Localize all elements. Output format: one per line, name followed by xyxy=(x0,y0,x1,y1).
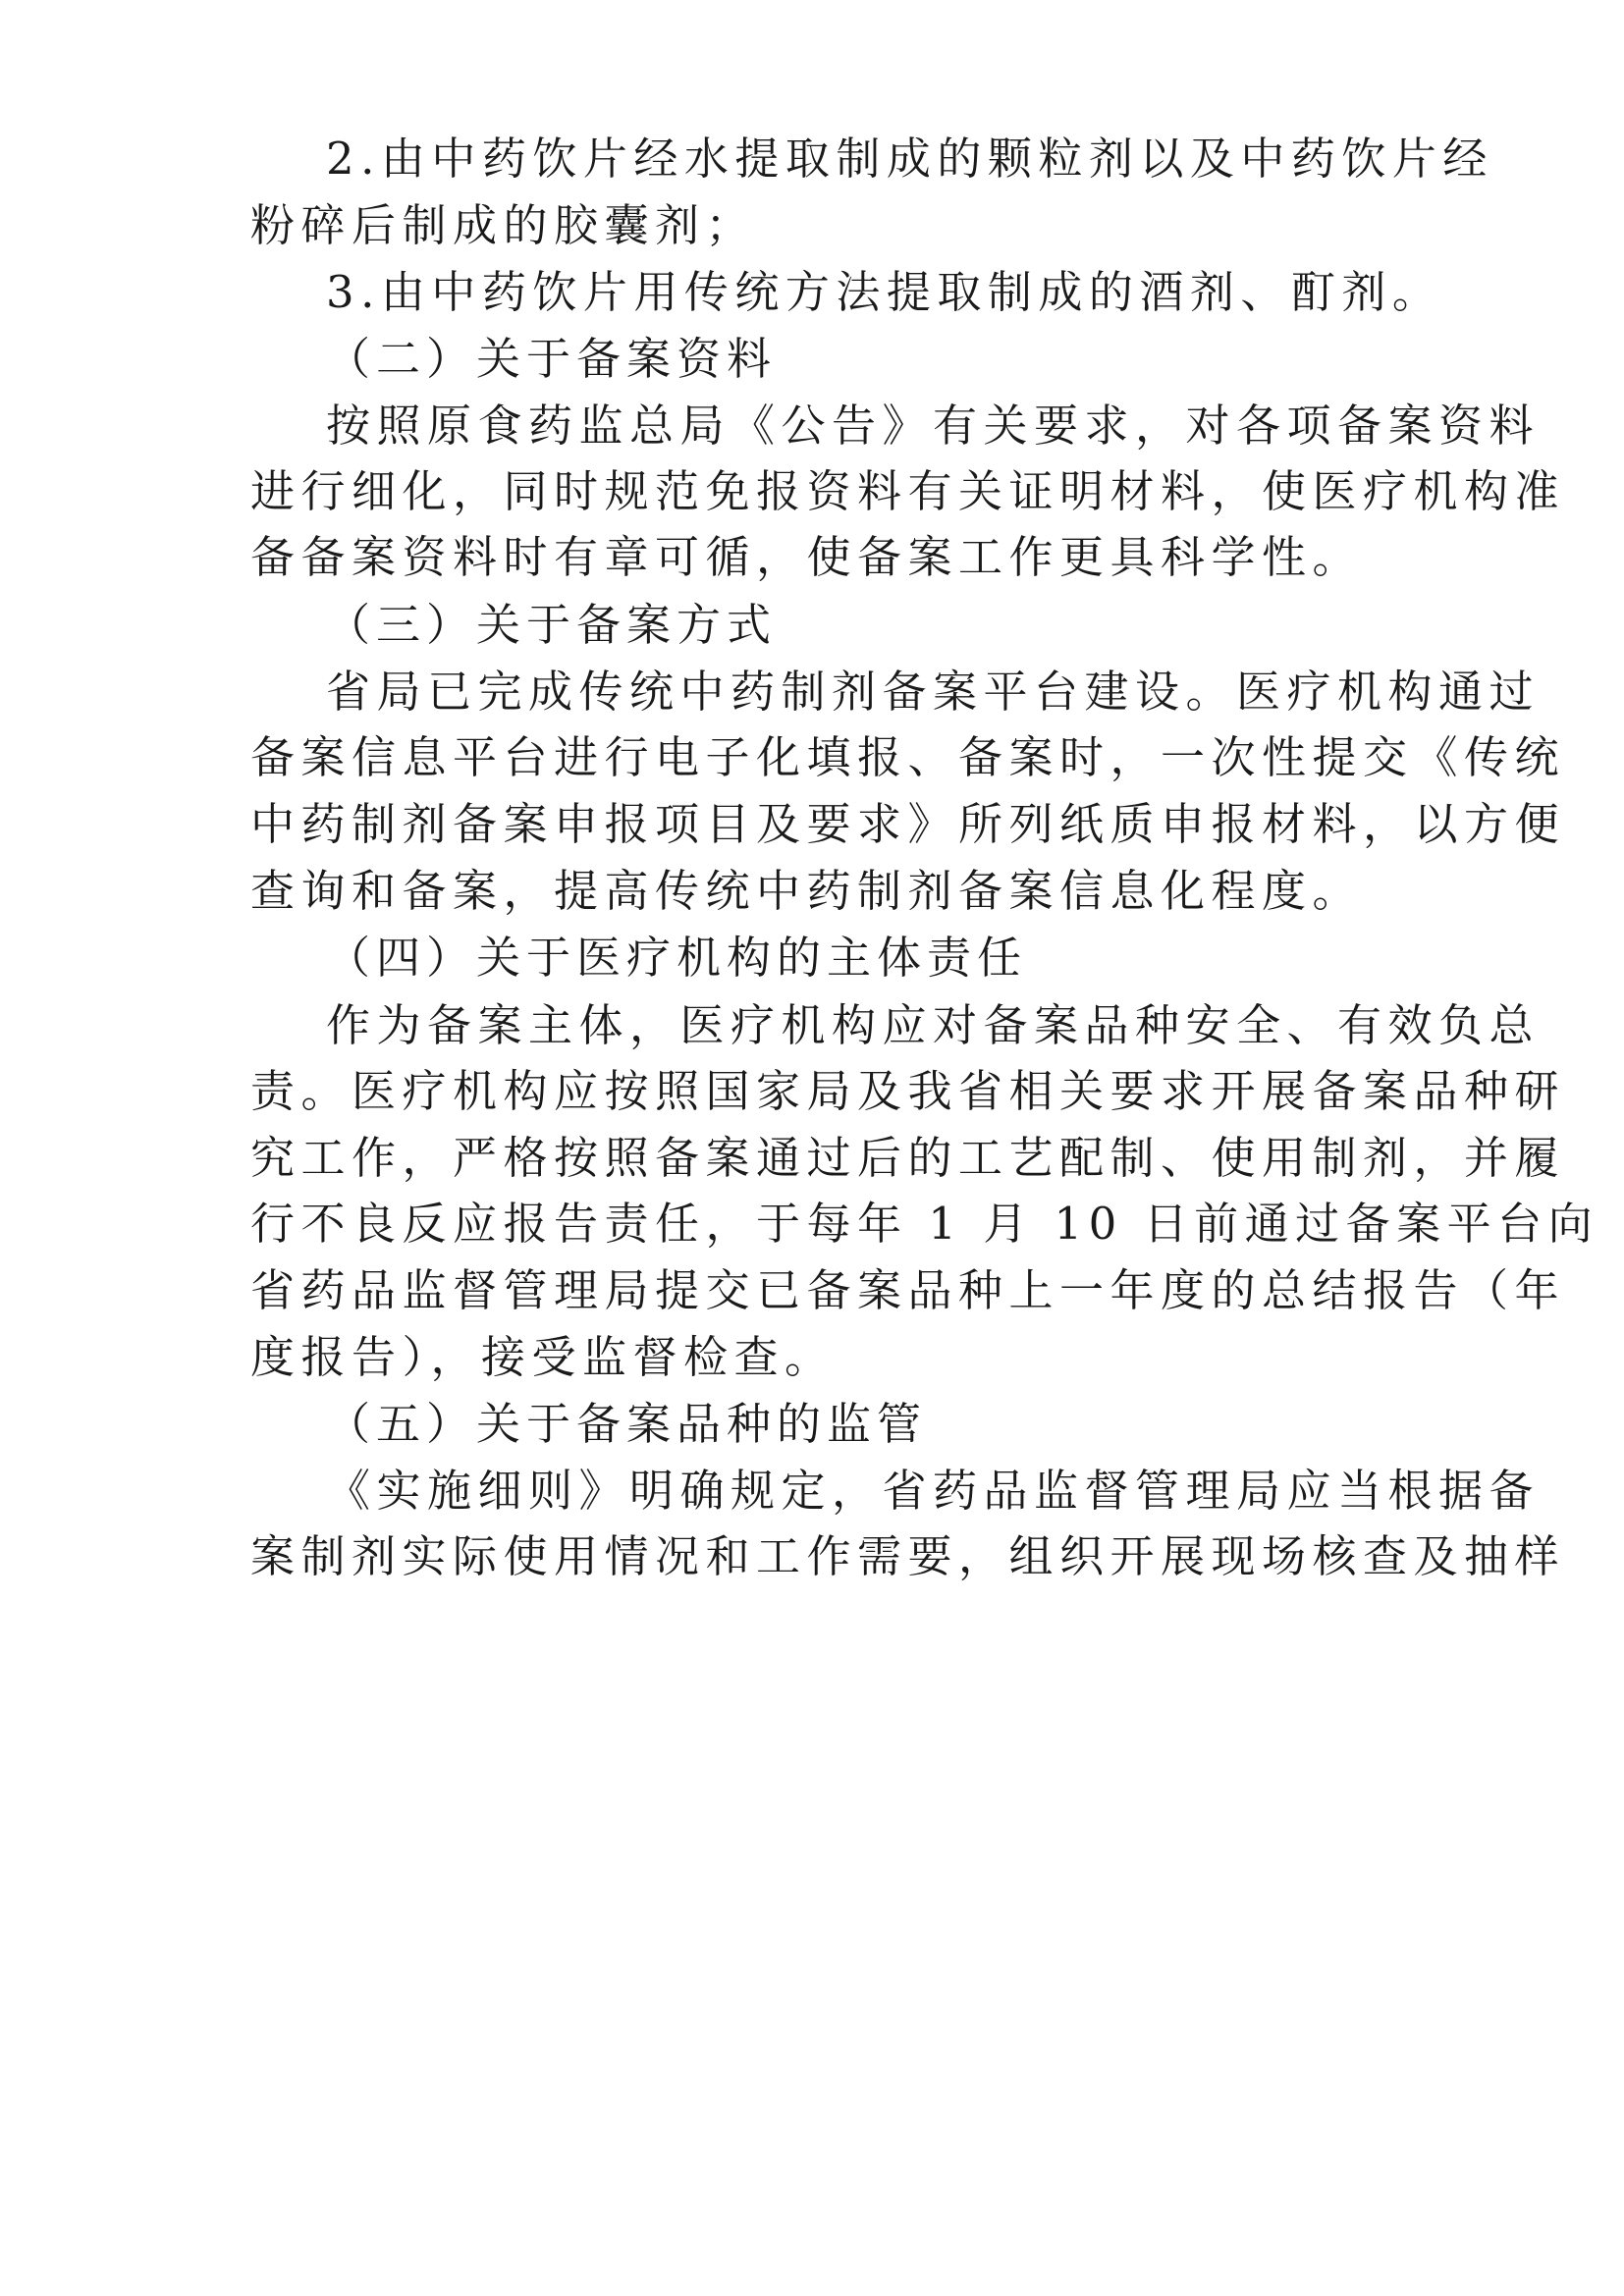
paragraph-line: 度报告），接受监督检查。 xyxy=(250,1331,836,1383)
paragraph-line: 2.由中药饮片经水提取制成的颗粒剂以及中药饮片经 xyxy=(326,133,1493,185)
paragraph-line: 案制剂实际使用情况和工作需要，组织开展现场核查及抽样 xyxy=(250,1530,1566,1582)
paragraph-line: 省局已完成传统中药制剂备案平台建设。医疗机构通过 xyxy=(326,666,1541,718)
paragraph-line: 责。医疗机构应按照国家局及我省相关要求开展备案品种研 xyxy=(250,1065,1566,1117)
paragraph-line: 中药制剂备案申报项目及要求》所列纸质申报材料，以方便 xyxy=(250,798,1566,850)
paragraph-line: 备备案资料时有章可循，使备案工作更具科学性。 xyxy=(250,531,1364,583)
paragraph-line: 《实施细则》明确规定，省药品监督管理局应当根据备 xyxy=(326,1465,1541,1517)
paragraph-line: 粉碎后制成的胶囊剂； xyxy=(250,199,757,251)
paragraph-line: 进行细化，同时规范免报资料有关证明材料，使医疗机构准 xyxy=(250,465,1566,517)
paragraph-line: 行不良反应报告责任，于每年 1 月 10 日前通过备案平台向 xyxy=(250,1198,1599,1250)
section-heading: （四）关于医疗机构的主体责任 xyxy=(326,932,1028,984)
paragraph-line: 查询和备案，提高传统中药制剂备案信息化程度。 xyxy=(250,865,1364,917)
section-heading: （三）关于备案方式 xyxy=(326,599,778,651)
paragraph-line: 按照原食药监总局《公告》有关要求，对各项备案资料 xyxy=(326,400,1541,452)
paragraph-line: 备案信息平台进行电子化填报、备案时，一次性提交《传统 xyxy=(250,731,1566,783)
paragraph-line: 作为备案主体，医疗机构应对备案品种安全、有效负总 xyxy=(326,999,1541,1051)
paragraph-line: 3.由中药饮片用传统方法提取制成的酒剂、酊剂。 xyxy=(326,266,1443,318)
paragraph-line: 省药品监督管理局提交已备案品种上一年度的总结报告（年 xyxy=(250,1264,1566,1316)
section-heading: （二）关于备案资料 xyxy=(326,333,778,385)
section-heading: （五）关于备案品种的监管 xyxy=(326,1398,928,1450)
paragraph-line: 究工作，严格按照备案通过后的工艺配制、使用制剂，并履 xyxy=(250,1132,1566,1184)
